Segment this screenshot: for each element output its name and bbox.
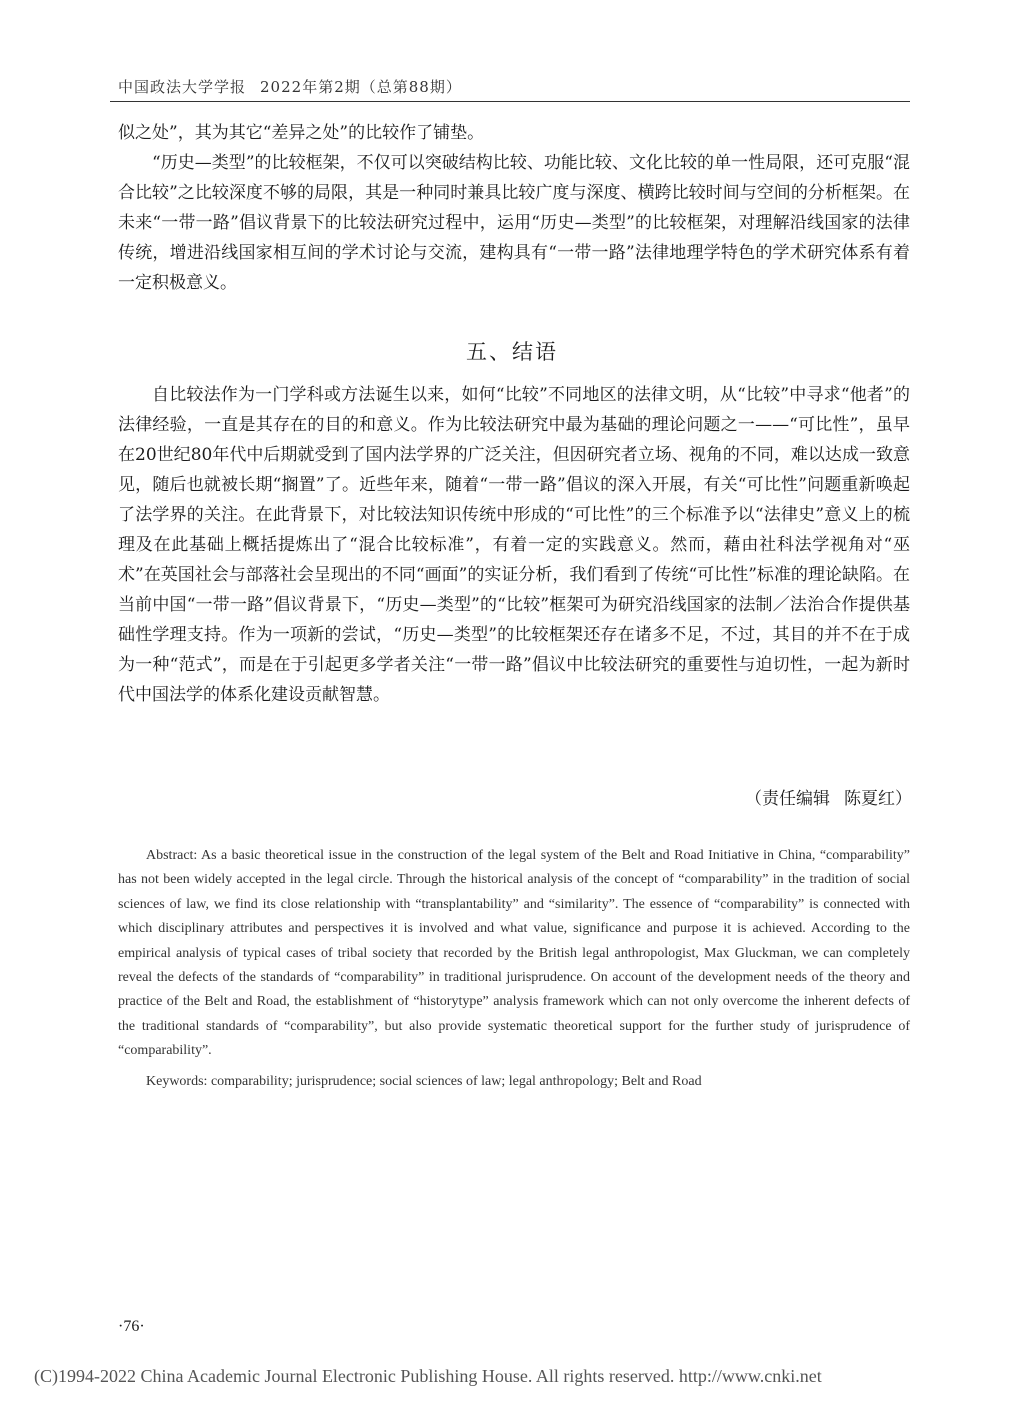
page-number: ·76· (118, 1318, 145, 1335)
intro-paragraph-1: 似之处”，其为其它“差异之处”的比较作了铺垫。 (118, 123, 485, 143)
abstract-label: Abstract: (146, 848, 198, 863)
running-header (118, 76, 908, 97)
issue-info: 2022年第2期（总第88期） (260, 78, 462, 96)
conclusion-paragraph: 自比较法作为一门学科或方法诞生以来，如何“比较”不同地区的法律文明，从“比较”中寻求“他者”的法律经验，一直是其存在的目的和意义。作为比较法研究中最为基础的理论问题之一——“可比性”，虽早在20世纪80年代中后期就受到了国内法学界的广泛关注，但因研究者立场、视角的不同，难以达成一致意见，随后也就被长期“搁置”了。近些年来，随着“一带一路”倡议的深入开展，有关“可比性”问题重新唤起了法学界的关注。在此背景下，对比较法知识传统中形成的“可比性”的三个标准予以“法律史”意义上的梳理及在此基础上概括提炼出了“混合比较标准”，有着一定的实践意义。然而，藉由社科法学视角对“巫术”在英国社会与部落社会呈现出的不同“画面”的实证分析，我们看到了传统“可比性”标准的理论缺陷。在当前中国“一带一路”倡议背景下，“历史—类型”的“比较”框架可为研究沿线国家的法制／法治合作提供基础性学理支持。作为一项新的尝试，“历史—类型”的比较框架还存在诸多不足，不过，其目的并不在于成为一种“范式”，而是在于引起更多学者关注“一带一路”倡议中比较法研究的重要性与迫切性，一起为新时代中国法学的体系化建设贡献智慧。 (118, 385, 910, 705)
intro-section (118, 118, 910, 298)
header-rule (110, 101, 910, 102)
copyright-notice: (C)1994-2022 China Academic Journal Electronic Publishing House. All rights reserved. http://www.cnki.net (34, 1366, 822, 1386)
section-heading: 五、结语 (466, 340, 558, 364)
conclusion-section (118, 380, 910, 710)
editor-label: （责任编辑 (745, 789, 830, 809)
abstract-text: As a basic theoretical issue in the construction of the legal system of the Belt and Road Initiative in China, “comparability” has not been widely accepted in the legal circle. Through the historical analysis of the concept of “comparability” in the tradition of social sciences of law, we find its close relationship with “transplantability” and “similarity”. The essence of “comparability” is connected with which disciplinary attributes and perspectives it is involved and what value, significance and purpose it is achieved. According to the empirical analysis of typical cases of tribal society that recorded by the British legal anthropologist, Max Gluckman, we can completely reveal the defects of the standards of “comparability” in traditional jurisprudence. On account of the development needs of the theory and practice of the Belt and Road, the establishment of “historytype” analysis framework which can not only overcome the inherent defects of the traditional standards of “comparability”, but also provide systematic theoretical support for the further study of jurisprudence of “comparability”. (118, 848, 911, 1059)
keywords-label: Keywords: (146, 1073, 208, 1089)
intro-paragraph-2: “历史—类型”的比较框架，不仅可以突破结构比较、功能比较、文化比较的单一性局限，还可克服“混合比较”之比较深度不够的局限，其是一种同时兼具比较广度与深度、横跨比较时间与空间的分析框架。在未来“一带一路”倡议背景下的比较法研究过程中，运用“历史—类型”的比较框架，对理解沿线国家的法律传统，增进沿线国家相互间的学术讨论与交流，建构具有“一带一路”法律地理学特色的学术研究体系有着一定积极意义。 (118, 153, 910, 293)
keywords-line (118, 1070, 910, 1094)
editor-name: 陈夏红） (844, 789, 912, 809)
keywords-text: comparability; jurisprudence; social sciences of law; legal anthropology; Belt and Road (210, 1073, 702, 1089)
english-abstract (118, 844, 910, 1094)
abstract-paragraph (118, 844, 910, 1064)
responsible-editor (745, 784, 912, 809)
journal-title: 中国政法大学学报 (118, 78, 247, 96)
